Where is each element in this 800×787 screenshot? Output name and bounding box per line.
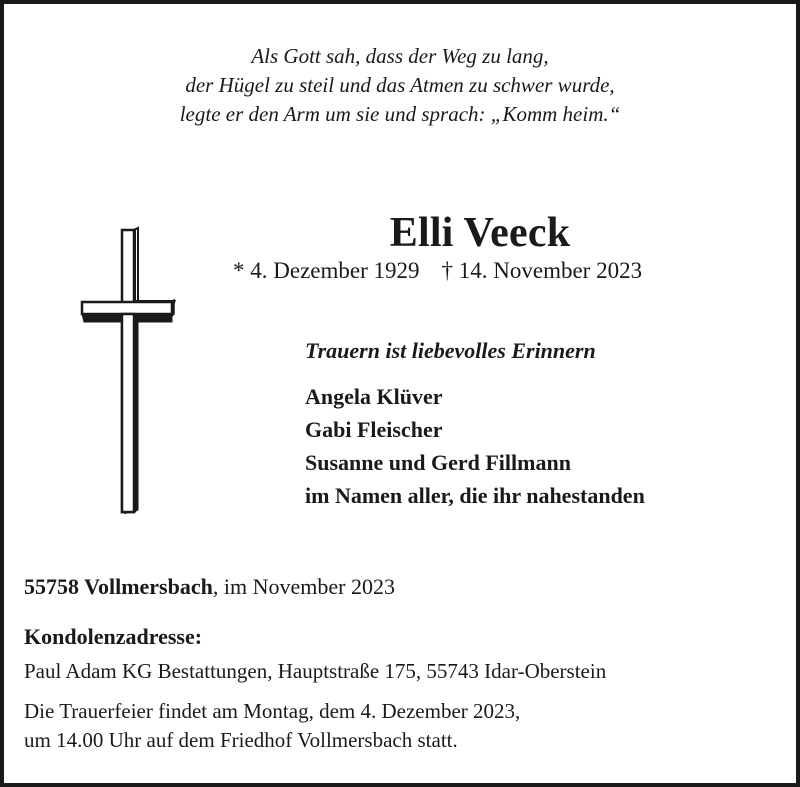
birth-date: * 4. Dezember 1929	[233, 258, 420, 283]
funeral-service-info	[24, 697, 520, 755]
service-line: um 14.00 Uhr auf dem Friedhof Vollmersbach statt.	[24, 728, 458, 752]
place-date: , im November 2023	[212, 574, 395, 599]
mourner-name: Angela Klüver	[305, 384, 443, 409]
mourners-list	[305, 380, 645, 512]
cross-icon	[78, 224, 178, 516]
place-name: 55758 Vollmersbach	[24, 574, 213, 599]
life-dates	[233, 256, 642, 286]
quote-line: Als Gott sah, dass der Weg zu lang,	[251, 44, 549, 68]
service-line: Die Trauerfeier findet am Montag, dem 4. Dezember 2023,	[24, 699, 521, 723]
condolence-address: Paul Adam KG Bestattungen, Hauptstraße 175, 55743 Idar-Oberstein	[24, 659, 607, 683]
memorial-quote	[0, 42, 800, 129]
quote-line: der Hügel zu steil und das Atmen zu schwer wurde,	[185, 73, 615, 97]
death-date: † 14. November 2023	[441, 258, 643, 283]
mourning-motto: Trauern ist liebevolles Erinnern	[305, 338, 596, 363]
deceased-name: Elli Veeck	[389, 210, 571, 256]
mourner-name: Gabi Fleischer	[305, 417, 443, 442]
condolence-title: Kondolenzadresse:	[24, 624, 203, 649]
mourner-name: im Namen aller, die ihr nahestanden	[305, 483, 645, 508]
quote-line: legte er den Arm um sie und sprach: „Komm heim.“	[179, 102, 621, 126]
place-and-date	[24, 572, 395, 602]
mourner-name: Susanne und Gerd Fillmann	[305, 450, 571, 475]
